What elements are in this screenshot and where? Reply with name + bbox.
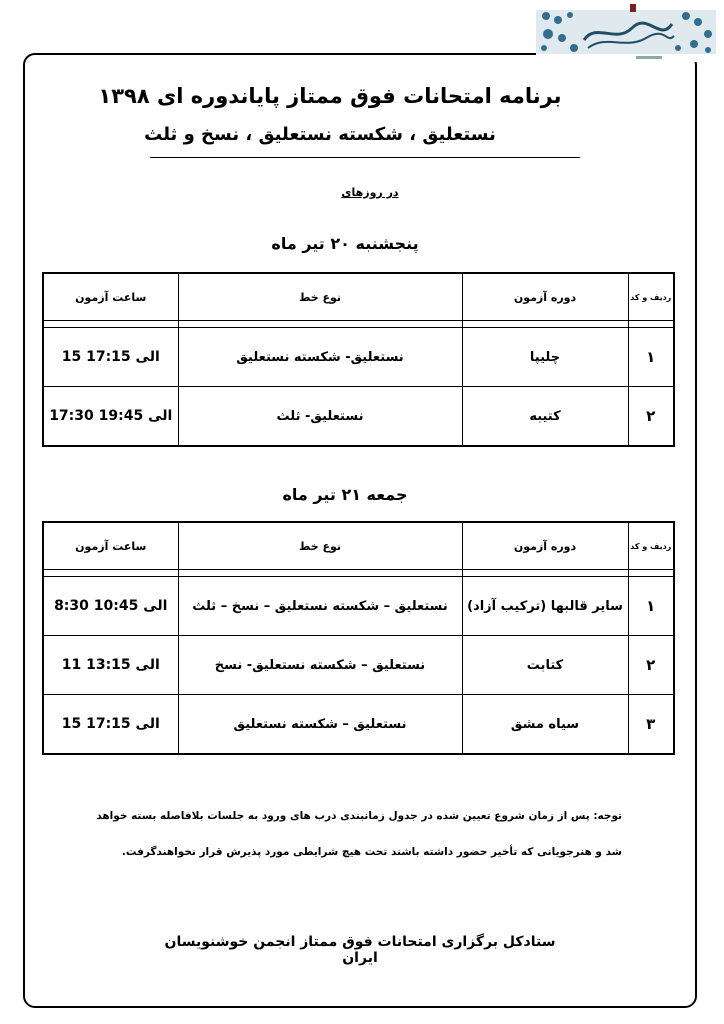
table-row [43, 695, 674, 755]
association-logo [536, 4, 716, 62]
row-script: نستعلیق- شکسته نستعلیق [178, 328, 462, 387]
row-number: ۲ [628, 636, 674, 695]
row-script: نستعلیق – شکسته نستعلیق – نسخ – ثلث [178, 577, 462, 636]
days-label: در روزهای [341, 186, 399, 199]
table-row [43, 577, 674, 636]
page-subtitle: نستعلیق ، شکسته نستعلیق ، نسخ و ثلث [144, 124, 496, 145]
table-header-row [43, 522, 674, 570]
row-course: کتابت [462, 636, 628, 695]
footer-signature: ستادکل برگزاری امتحانات فوق ممتاز انجمن خوشنویسان ایران [164, 934, 556, 966]
day1-schedule-table [42, 272, 675, 447]
row-script: نستعلیق – شکسته نستعلیق [178, 695, 462, 755]
row-number: ۲ [628, 387, 674, 447]
table-row [43, 328, 674, 387]
day1-title: پنجشنبه ۲۰ تیر ماه [271, 234, 419, 253]
row-time: 11 الی 13:15 [43, 636, 178, 695]
table-gap [43, 570, 674, 577]
row-time: 15 الی 17:15 [43, 328, 178, 387]
row-course: چلیپا [462, 328, 628, 387]
header-course: دوره آزمون [462, 522, 628, 570]
table-row [43, 387, 674, 447]
row-course: کتیبه [462, 387, 628, 447]
header-script: نوع خط [178, 273, 462, 321]
row-script: نستعلیق- ثلث [178, 387, 462, 447]
row-number: ۱ [628, 328, 674, 387]
day2-schedule-table [42, 521, 675, 755]
row-script: نستعلیق – شکسته نستعلیق- نسخ [178, 636, 462, 695]
header-time: ساعت آزمون [43, 522, 178, 570]
page-title: برنامه امتحانات فوق ممتاز پایاندوره ای ۱۳۹۸ [98, 84, 562, 108]
header-script: نوع خط [178, 522, 462, 570]
row-time: 8:30 الی 10:45 [43, 577, 178, 636]
row-course: سایر قالبها (ترکیب آزاد) [462, 577, 628, 636]
row-number: ۱ [628, 577, 674, 636]
row-number: ۳ [628, 695, 674, 755]
row-time: 17:30 الی 19:45 [43, 387, 178, 447]
notice-line-1: توجه: پس از زمان شروع تعیین شده در جدول زمانبندی درب های ورود به جلسات بلافاصله بسته خواهد [96, 810, 622, 822]
notice-line-2: شد و هنرجویانی که تأخیر حضور داشته باشند تحت هیچ شرایطی مورد پذیرش قرار نخواهندگرفت. [121, 846, 622, 858]
header-code: ردیف و کد [628, 522, 674, 570]
header-code: ردیف و کد [628, 273, 674, 321]
header-time: ساعت آزمون [43, 273, 178, 321]
table-header-row [43, 273, 674, 321]
row-course: سیاه مشق [462, 695, 628, 755]
day2-title: جمعه ۲۱ تیر ماه [282, 485, 408, 504]
title-divider [150, 157, 580, 158]
row-time: 15 الی 17:15 [43, 695, 178, 755]
logo-emblem-icon [536, 4, 716, 62]
table-gap [43, 321, 674, 328]
header-course: دوره آزمون [462, 273, 628, 321]
table-row [43, 636, 674, 695]
